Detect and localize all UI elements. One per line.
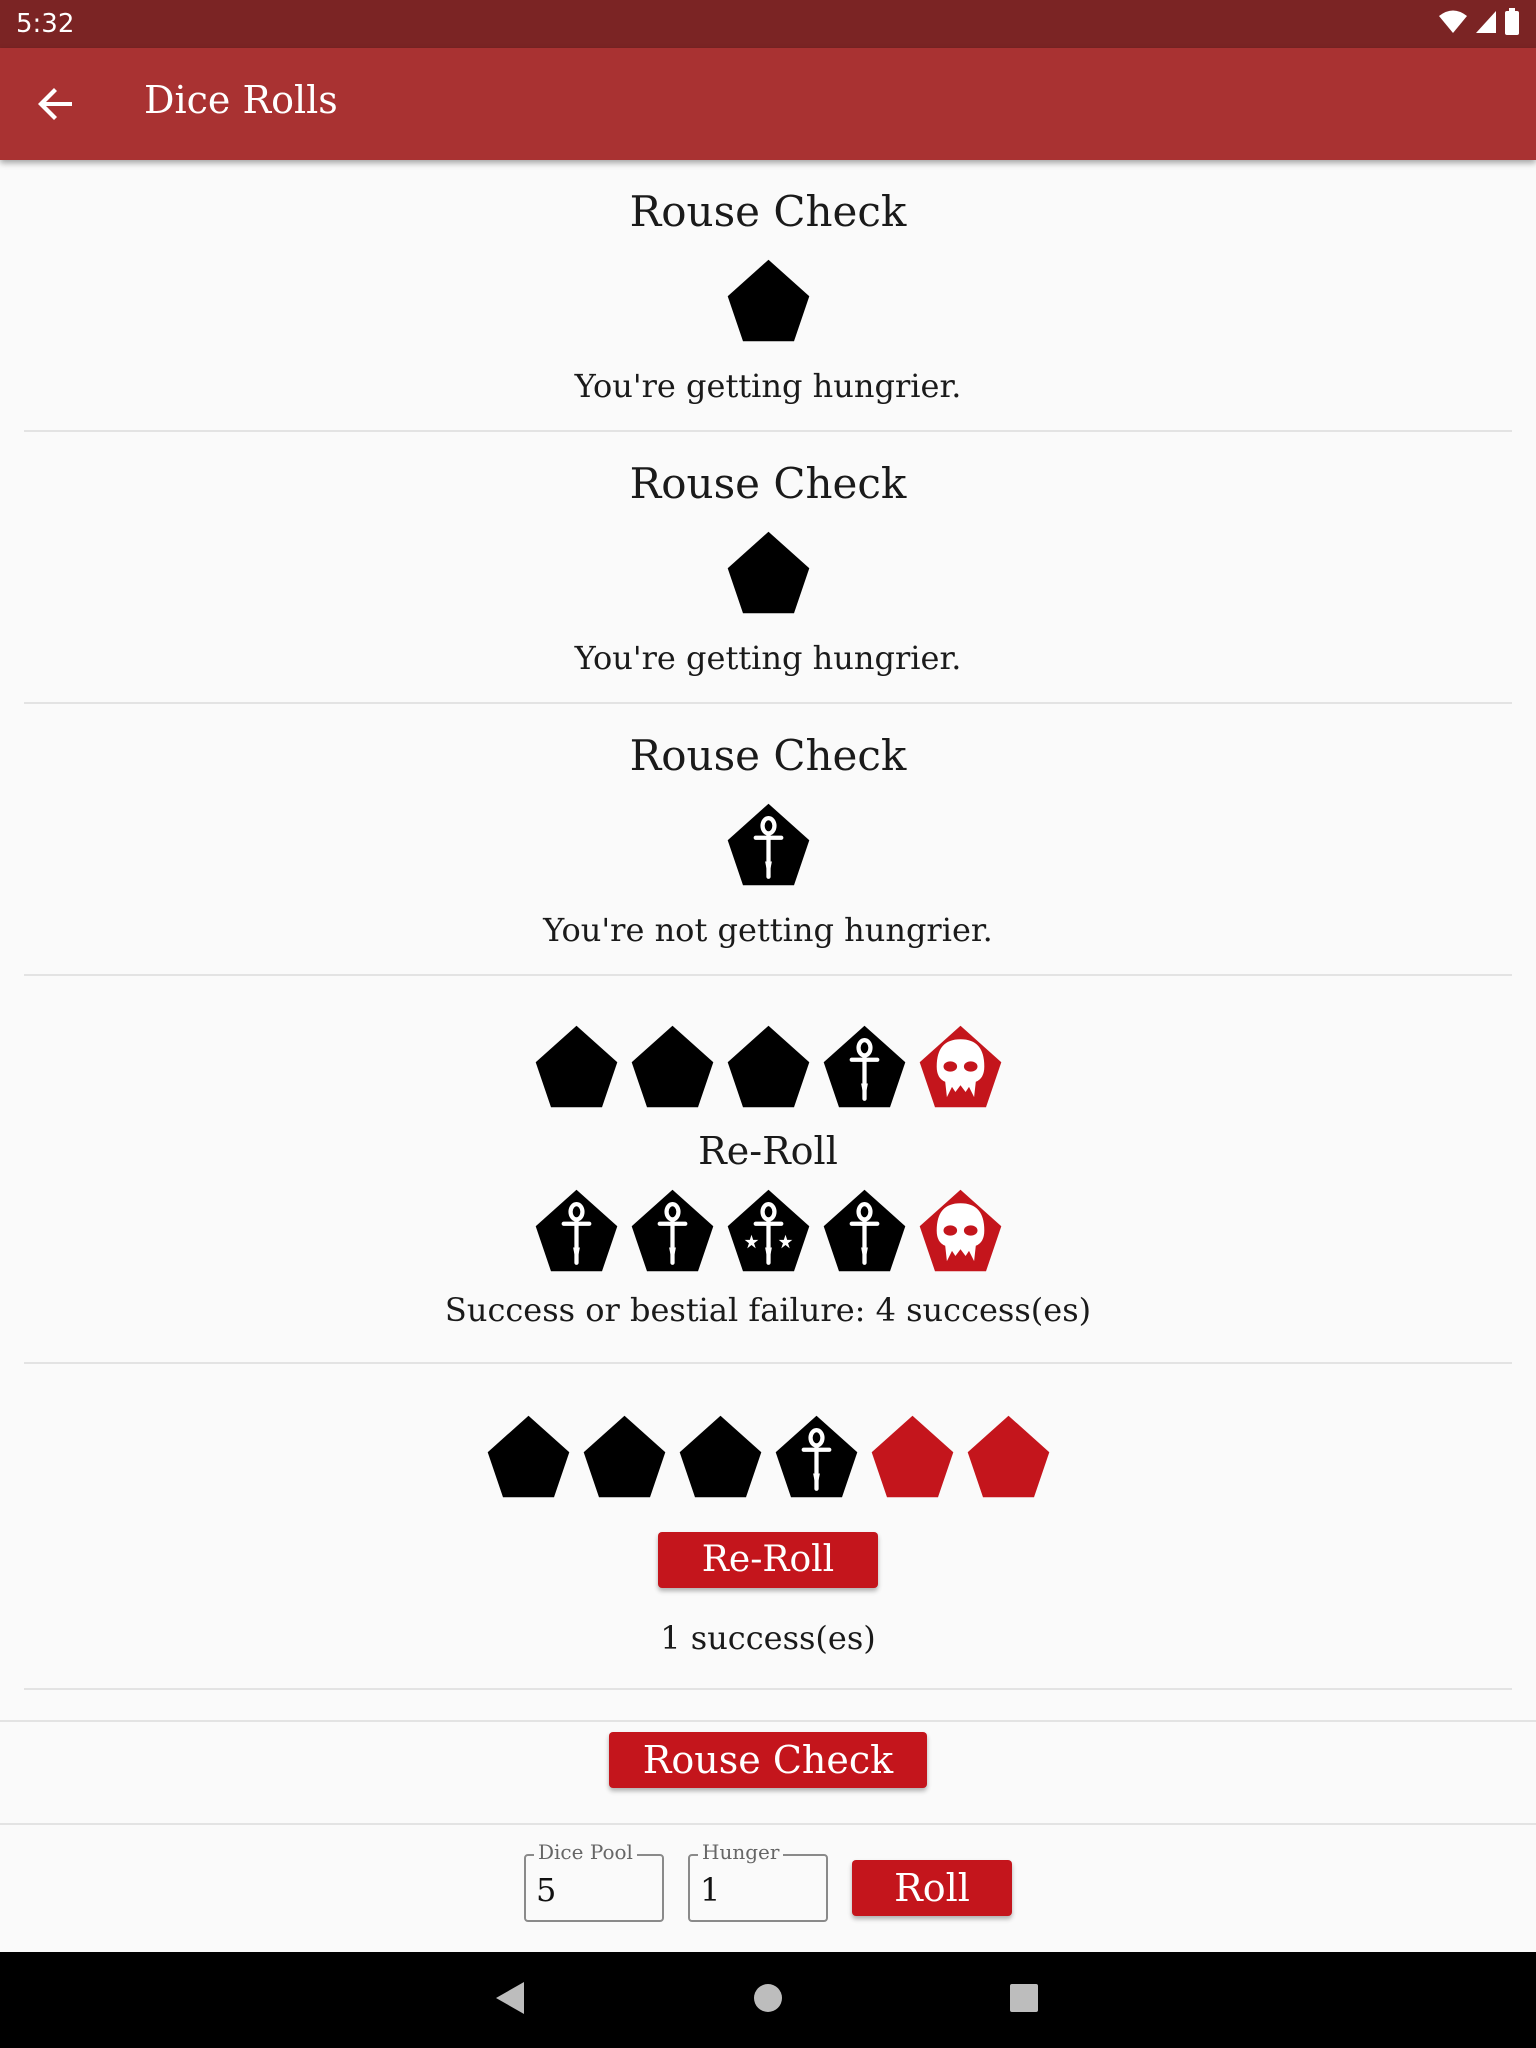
black-die-ankh-stars-icon <box>726 1188 811 1273</box>
dice-row <box>24 1024 1512 1109</box>
status-time: 5:32 <box>16 9 75 39</box>
hunger-label: Hunger <box>698 1840 783 1864</box>
nav-recents-icon[interactable] <box>1008 1980 1040 2016</box>
red-die-skull-icon <box>918 1188 1003 1273</box>
wifi-icon <box>1438 9 1468 35</box>
black-die-blank <box>726 530 811 615</box>
reroll-button[interactable]: Re-Roll <box>658 1532 878 1588</box>
red-die-blank <box>870 1414 955 1499</box>
dice-row <box>24 530 1512 615</box>
navigation-bar <box>0 1952 1536 2048</box>
nav-home-icon[interactable] <box>752 1980 784 2016</box>
roll-history-list[interactable] <box>0 160 1536 1720</box>
black-die-ankh-icon <box>630 1188 715 1273</box>
roll-title: Rouse Check <box>629 459 907 508</box>
roll-result: You're getting hungrier. <box>574 367 962 405</box>
roll-card-rouse-3 <box>24 704 1512 976</box>
black-die-blank <box>726 1024 811 1109</box>
black-die-blank <box>726 258 811 343</box>
black-die-ankh-icon <box>822 1024 907 1109</box>
divider <box>0 1823 1536 1825</box>
dice-row <box>24 1414 1512 1499</box>
dice-pool-label: Dice Pool <box>534 1840 637 1864</box>
arrow-back-icon <box>32 80 80 128</box>
back-button[interactable] <box>32 80 80 128</box>
hunger-value[interactable]: 1 <box>700 1871 721 1909</box>
reroll-dice-row <box>24 1188 1512 1273</box>
divider <box>0 1720 1536 1722</box>
roll-title: Rouse Check <box>629 187 907 236</box>
roll-result: You're getting hungrier. <box>574 639 962 677</box>
roll-card-pool <box>24 1364 1512 1690</box>
nav-back-icon[interactable] <box>494 1980 526 2016</box>
black-die-ankh-icon <box>726 802 811 887</box>
black-die-ankh-icon <box>822 1188 907 1273</box>
black-die-blank <box>678 1414 763 1499</box>
roll-button[interactable]: Roll <box>852 1860 1012 1916</box>
black-die-blank <box>582 1414 667 1499</box>
black-die-ankh-icon <box>774 1414 859 1499</box>
app-bar <box>0 48 1536 160</box>
roll-result: You're not getting hungrier. <box>543 911 993 949</box>
reroll-label: Re-Roll <box>698 1129 838 1173</box>
page-title: Dice Rolls <box>144 78 338 122</box>
black-die-blank <box>486 1414 571 1499</box>
roll-card-rouse-2 <box>24 432 1512 704</box>
roll-card-pool-reroll <box>24 976 1512 1364</box>
dice-row <box>24 802 1512 887</box>
roll-title: Rouse Check <box>629 731 907 780</box>
rouse-check-button[interactable]: Rouse Check <box>609 1732 927 1788</box>
red-die-blank <box>966 1414 1051 1499</box>
red-die-skull-icon <box>918 1024 1003 1109</box>
status-icons <box>1438 8 1520 36</box>
black-die-blank <box>534 1024 619 1109</box>
hunger-field[interactable] <box>688 1840 828 1922</box>
roll-result: 1 success(es) <box>660 1619 876 1657</box>
cell-signal-icon <box>1474 9 1498 35</box>
dice-pool-field[interactable] <box>524 1840 664 1922</box>
roll-result: Success or bestial failure: 4 success(es) <box>444 1291 1092 1329</box>
dice-pool-value[interactable]: 5 <box>536 1871 557 1909</box>
black-die-blank <box>630 1024 715 1109</box>
status-bar <box>0 0 1536 48</box>
black-die-ankh-icon <box>534 1188 619 1273</box>
dice-row <box>24 258 1512 343</box>
roll-card-rouse-1 <box>24 160 1512 432</box>
battery-icon <box>1504 8 1520 36</box>
